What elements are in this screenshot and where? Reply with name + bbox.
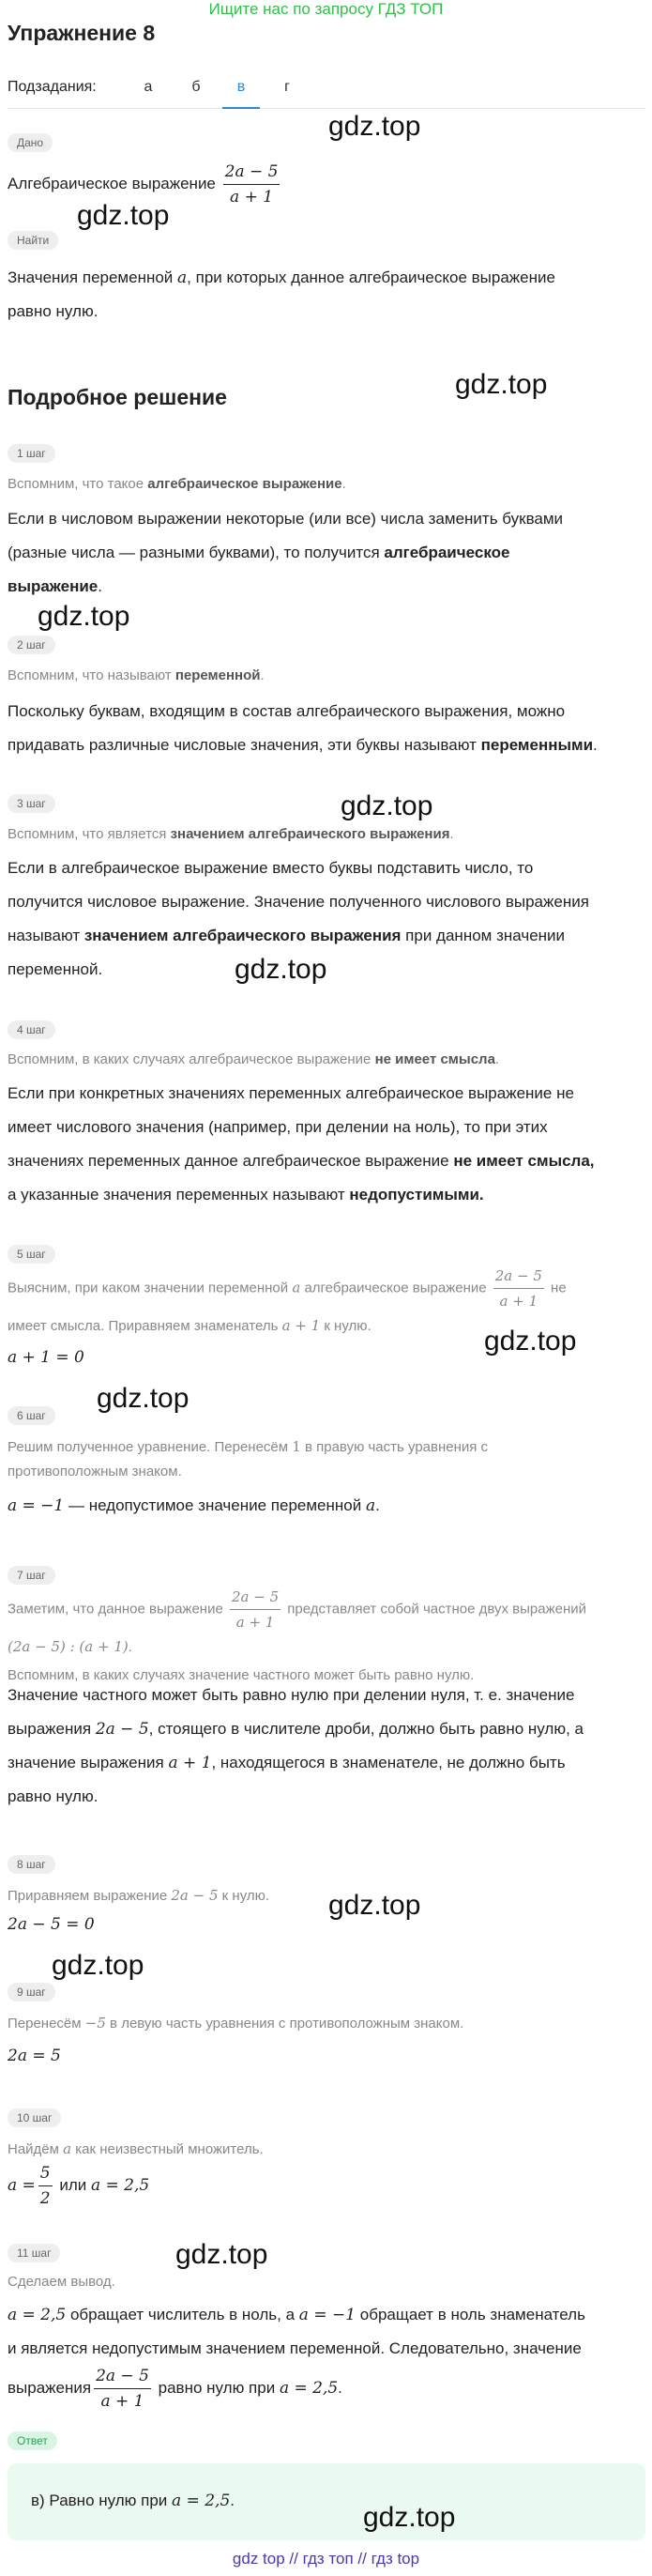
find-chip: Найти <box>8 231 58 250</box>
step-1-chip: 1 шаг <box>8 444 55 463</box>
watermark: gdz.top <box>484 1326 577 1357</box>
tab-g[interactable]: г <box>284 79 290 95</box>
step-8-chip: 8 шаг <box>8 1855 55 1874</box>
step-2-muted: Вспомним, что называют переменной. <box>8 667 265 683</box>
watermark: gdz.top <box>363 2502 456 2533</box>
footer-links[interactable]: gdz top // гдз топ // гдз top <box>232 2550 420 2568</box>
top-banner[interactable]: Ищите нас по запросу ГДЗ ТОП <box>208 0 444 18</box>
step-5-equation: a + 1 = 0 <box>8 1348 84 1367</box>
step-11-fraction: $\frac{2a - 5}{a + 1}$ <box>96 2367 149 2411</box>
step-8-equation: 2a − 5 = 0 <box>8 1915 95 1934</box>
step-11-text: a = 2,5 обращает числитель в ноль, а a = −1 обращает в ноль знаменатель и является недопустимым значением переменной. Следовательно, значение выражения $\frac{2a - 5}{a + 1}$ равно нулю при a = 2,5. <box>8 2306 585 2411</box>
watermark: gdz.top <box>38 601 130 632</box>
watermark: gdz.top <box>328 111 421 142</box>
subtasks-label: Подзадания: <box>8 79 97 95</box>
tab-a[interactable]: а <box>144 79 153 95</box>
step-11-chip: 11 шаг <box>8 2244 60 2262</box>
step-5-muted: Выясним, при каком значении переменной a алгебраическое выражение $\frac{2a - 5}{a + 1}$ не имеет смысла. Приравняем знаменатель a + 1 к нулю. <box>8 1267 567 1334</box>
solution-title: Подробное решение <box>8 385 227 409</box>
watermark: gdz.top <box>341 790 433 821</box>
step-10-chip: 10 шаг <box>8 2108 61 2127</box>
watermark: gdz.top <box>175 2239 268 2270</box>
given-chip: Дано <box>8 133 53 152</box>
answer-box <box>8 2463 645 2540</box>
watermark: gdz.top <box>235 954 327 985</box>
step-5-chip: 5 шаг <box>8 1245 55 1264</box>
step-4-chip: 4 шаг <box>8 1020 55 1039</box>
watermark: gdz.top <box>455 369 548 400</box>
step-10-equation: a = $\frac{5}{2}$ или a = 2,5 <box>8 2164 150 2208</box>
step-6-muted: Решим полученное уравнение. Перенесём 1 в правую часть уравнения с противоположным знаком. <box>8 1438 489 1480</box>
given-label: Алгебраическое выражение <box>8 174 216 192</box>
step-7-chip: 7 шаг <box>8 1566 55 1585</box>
answer-chip: Ответ <box>8 2431 57 2450</box>
step-1-text: Если в числовом выражении некоторые (или все) числа заменить буквами (разные числа — разными буквами), то получится алгебраическое выражение. <box>8 510 564 595</box>
step-2-text: Поскольку буквам, входящим в состав алгебраического выражения, можно придавать различные числовые значения, эти буквы называют переменными. <box>8 702 598 754</box>
step-9-chip: 9 шаг <box>8 1983 55 2001</box>
step-8-muted: Приравняем выражение 2a − 5 к нулю. <box>8 1887 270 1904</box>
watermark: gdz.top <box>97 1383 190 1414</box>
step-3-chip: 3 шаг <box>8 794 55 813</box>
step-4-muted: Вспомним, в каких случаях алгебраическое выражение не имеет смысла. <box>8 1051 500 1067</box>
step-5-fraction: $\frac{2a - 5}{a + 1}$ <box>494 1267 542 1310</box>
watermark: gdz.top <box>52 1950 144 1981</box>
step-1-muted: Вспомним, что такое алгебраическое выражение. <box>8 476 346 492</box>
given-fraction: $\frac{2a - 5}{a + 1}$ <box>224 162 279 207</box>
page-title: Упражнение 8 <box>8 21 156 45</box>
step-11-muted: Сделаем вывод. <box>8 2274 115 2290</box>
step-10-fraction: $\frac{5}{2}$ <box>39 2164 51 2208</box>
step-7-text: Значение частного может быть равно нулю при делении нуля, т. е. значение выражения 2a − 5, стоящего в числителе дроби, должно быть равно нулю, а значение выражения a + 1, находящегося в знаменателе, не должно быть равно нулю. <box>8 1686 584 1805</box>
tab-v[interactable]: в <box>222 79 260 109</box>
step-3-text: Если в алгебраическое выражение вместо буквы подставить число, то получится числовое выражение. Значение полученного числового выражения называют значением алгебраического выражения при данном значении переменной. <box>8 859 589 978</box>
step-6-chip: 6 шаг <box>8 1406 55 1425</box>
step-7-fraction: $\frac{2a - 5}{a + 1}$ <box>231 1588 280 1631</box>
step-9-muted: Перенесём −5 в левую часть уравнения с противоположным знаком. <box>8 2015 464 2032</box>
step-2-chip: 2 шаг <box>8 636 55 654</box>
step-10-muted: Найдём a как неизвестный множитель. <box>8 2140 264 2157</box>
step-7-muted: Заметим, что данное выражение $\frac{2a - 5}{a + 1}$ представляет собой частное двух выражений (2a − 5) : (a + 1). Вспомним, в каких случаях значение частного может быть равно нулю. <box>8 1588 587 1683</box>
tab-b[interactable]: б <box>191 79 201 95</box>
step-4-text: Если при конкретных значениях переменных алгебраическое выражение не имеет числового значения (например, при делении на ноль), то при этих значениях переменных данное алгебраическое выражение не имеет смысла, а указанные значения переменных называют недопустимыми. <box>8 1084 595 1204</box>
watermark: gdz.top <box>77 200 170 231</box>
answer-text: в) Равно нулю при a = 2,5. <box>31 2492 235 2510</box>
find-text: Значения переменной a, при которых данное алгебраическое выражение равно нулю. <box>8 268 555 320</box>
step-9-equation: 2a = 5 <box>8 2047 61 2065</box>
watermark: gdz.top <box>328 1890 421 1921</box>
step-3-muted: Вспомним, что является значением алгебраического выражения. <box>8 826 454 842</box>
step-6-equation: a = −1 — недопустимое значение переменной a. <box>8 1496 380 1515</box>
subtasks-bar <box>8 77 645 109</box>
